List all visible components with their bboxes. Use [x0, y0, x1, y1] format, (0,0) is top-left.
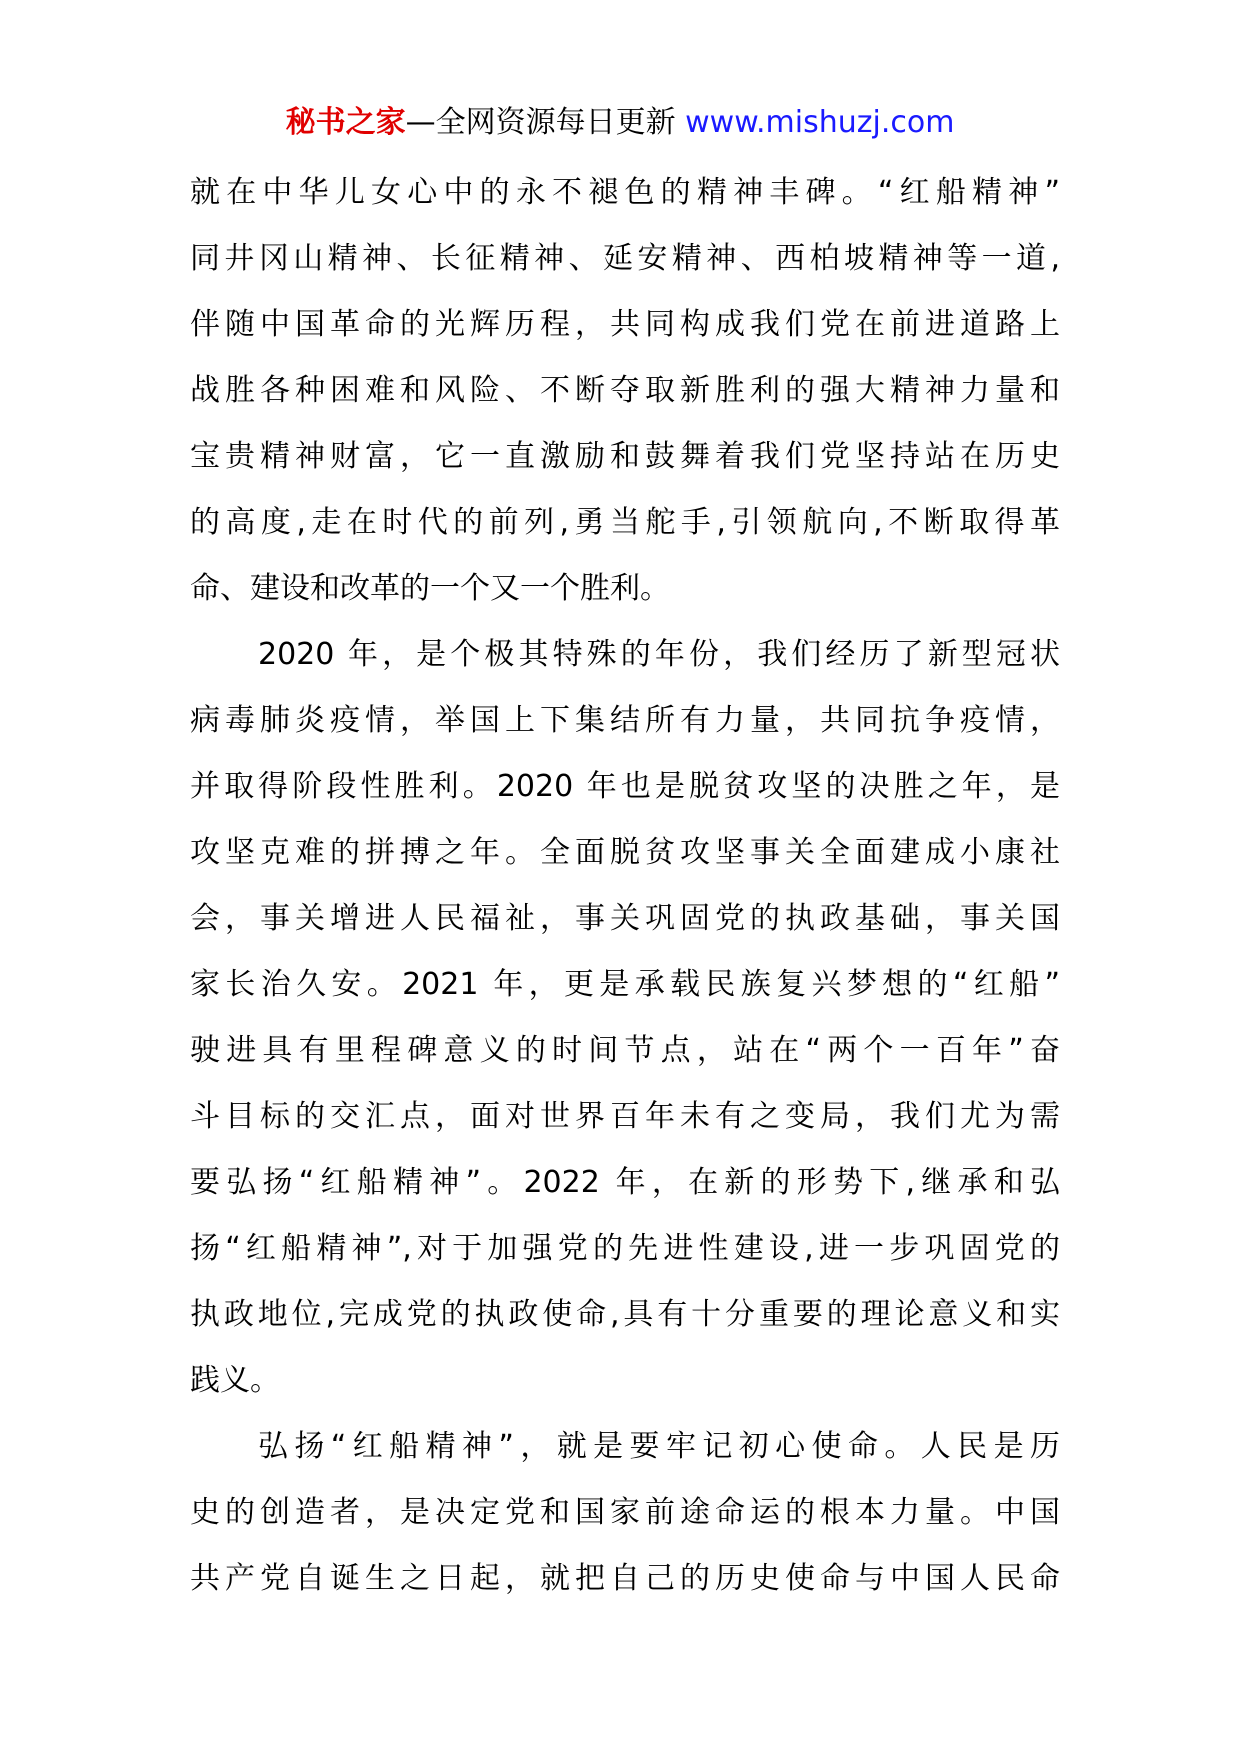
- text-line: 执政地位,完成党的执政使命,具有十分重要的理论意义和实: [190, 1297, 1060, 1332]
- text-line: 史的创造者，是决定党和国家前途命运的根本力量。中国: [190, 1495, 1060, 1530]
- text-line: 共产党自诞生之日起，就把自己的历史使命与中国人民命: [190, 1561, 1060, 1596]
- text-line: 病毒肺炎疫情，举国上下集结所有力量，共同抗争疫情，: [190, 703, 1060, 738]
- text-line: 就在中华儿女心中的永不褪色的精神丰碑。“红船精神”: [190, 175, 1060, 210]
- text-line: 驶进具有里程碑意义的时间节点，站在“两个一百年”奋: [190, 1033, 1060, 1068]
- text-line: 践义。: [190, 1363, 280, 1398]
- text-line: 并取得阶段性胜利。2020 年也是脱贫攻坚的决胜之年，是: [190, 769, 1060, 804]
- text-line: 攻坚克难的拼搏之年。全面脱贫攻坚事关全面建成小康社: [190, 835, 1060, 870]
- text-line: 宝贵精神财富，它一直激励和鼓舞着我们党坚持站在历史: [190, 439, 1060, 474]
- document-body: [190, 160, 1060, 1612]
- text-line: 家长治久安。2021 年，更是承载民族复兴梦想的“红船”: [190, 967, 1060, 1002]
- text-line: 命、建设和改革的一个又一个胜利。: [190, 571, 670, 606]
- text-line: 会，事关增进人民福祉，事关巩固党的执政基础，事关国: [190, 901, 1060, 936]
- header-slogan: —全网资源每日更新: [405, 105, 686, 140]
- website-link[interactable]: www.mishuzj.com: [685, 105, 955, 140]
- page-header: [0, 100, 1240, 146]
- text-line: 斗目标的交汇点，面对世界百年未有之变局，我们尤为需: [190, 1099, 1060, 1134]
- text-line: 要弘扬“红船精神”。2022 年，在新的形势下,继承和弘: [190, 1165, 1060, 1200]
- brand-name: 秘书之家: [285, 105, 406, 140]
- text-line: 同井冈山精神、长征精神、延安精神、西柏坡精神等一道,: [190, 241, 1060, 276]
- text-line: 扬“红船精神”,对于加强党的先进性建设,进一步巩固党的: [190, 1231, 1060, 1266]
- text-line: 的高度,走在时代的前列,勇当舵手,引领航向,不断取得革: [190, 505, 1060, 540]
- text-line: 伴随中国革命的光辉历程，共同构成我们党在前进道路上: [190, 307, 1060, 342]
- text-line: 弘扬“红船精神”，就是要牢记初心使命。人民是历: [258, 1429, 1060, 1464]
- text-line: 战胜各种困难和风险、不断夺取新胜利的强大精神力量和: [190, 373, 1060, 408]
- text-line: 2020 年，是个极其特殊的年份，我们经历了新型冠状: [258, 637, 1060, 672]
